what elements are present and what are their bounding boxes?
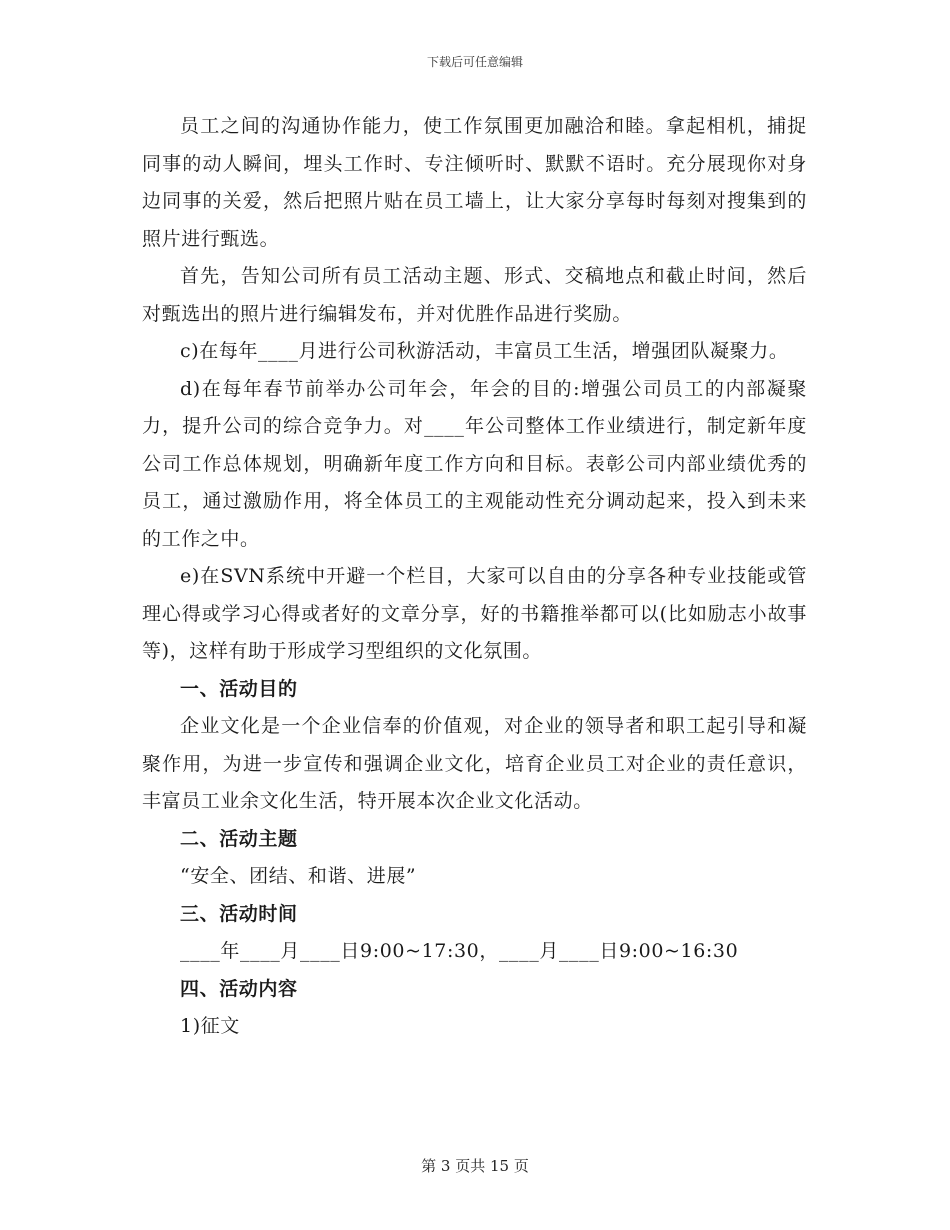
paragraph-annual-meeting: d)在每年春节前举办公司年会，年会的目的:增强公司员工的内部凝聚力，提升公司的综合竞争力。对____年公司整体工作业绩进行，制定新年度公司工作总体规划，明确新年度工作方向和目标。表彰公司内部业绩优秀的员工，通过激励作用，将全体员工的主观能动性充分调动起来，投入到未来的工作之中。 [142, 377, 807, 550]
heading-activity-theme: 二、活动主题 [180, 827, 298, 850]
heading-activity-time: 三、活动时间 [180, 902, 298, 925]
page-header: 下载后可任意编辑 [426, 55, 523, 69]
activity-theme-text: “安全、团结、和谐、进展” [180, 865, 417, 887]
page-footer: 第 3 页共 15 页 [421, 1157, 529, 1175]
paragraph-autumn-outing: c)在每年____月进行公司秋游活动，丰富员工生活，增强团队凝聚力。 [180, 340, 789, 362]
document-body [142, 108, 807, 1046]
paragraph-announcement: 首先，告知公司所有员工活动主题、形式、交稿地点和截止时间，然后对甄选出的照片进行编辑发布，并对优胜作品进行奖励。 [142, 265, 807, 325]
activity-time-text: ____年____月____日9:00~17:30，____月____日9:00~16:30 [180, 940, 739, 962]
paragraph-svn-column: e)在SVN系统中开避一个栏目，大家可以自由的分享各种专业技能或管理心得或学习心得或者好的文章分享，好的书籍推举都可以(比如励志小故事等)，这样有助于形成学习型组织的文化氛围。 [142, 565, 807, 662]
heading-activity-purpose: 一、活动目的 [180, 677, 298, 700]
content-item-essay: 1)征文 [180, 1015, 240, 1037]
paragraph-purpose: 企业文化是一个企业信奉的价值观，对企业的领导者和职工起引导和凝聚作用，为进一步宣传和强调企业文化，培育企业员工对企业的责任意识，丰富员工业余文化生活，特开展本次企业文化活动。 [142, 715, 807, 812]
heading-activity-content: 四、活动内容 [180, 977, 298, 1000]
paragraph-photo-activity: 员工之间的沟通协作能力，使工作氛围更加融洽和睦。拿起相机，捕捉同事的动人瞬间，埋头工作时、专注倾听时、默默不语时。充分展现你对身边同事的关爱，然后把照片贴在员工墙上，让大家分享每时每刻对搜集到的照片进行甄选。 [142, 115, 807, 250]
